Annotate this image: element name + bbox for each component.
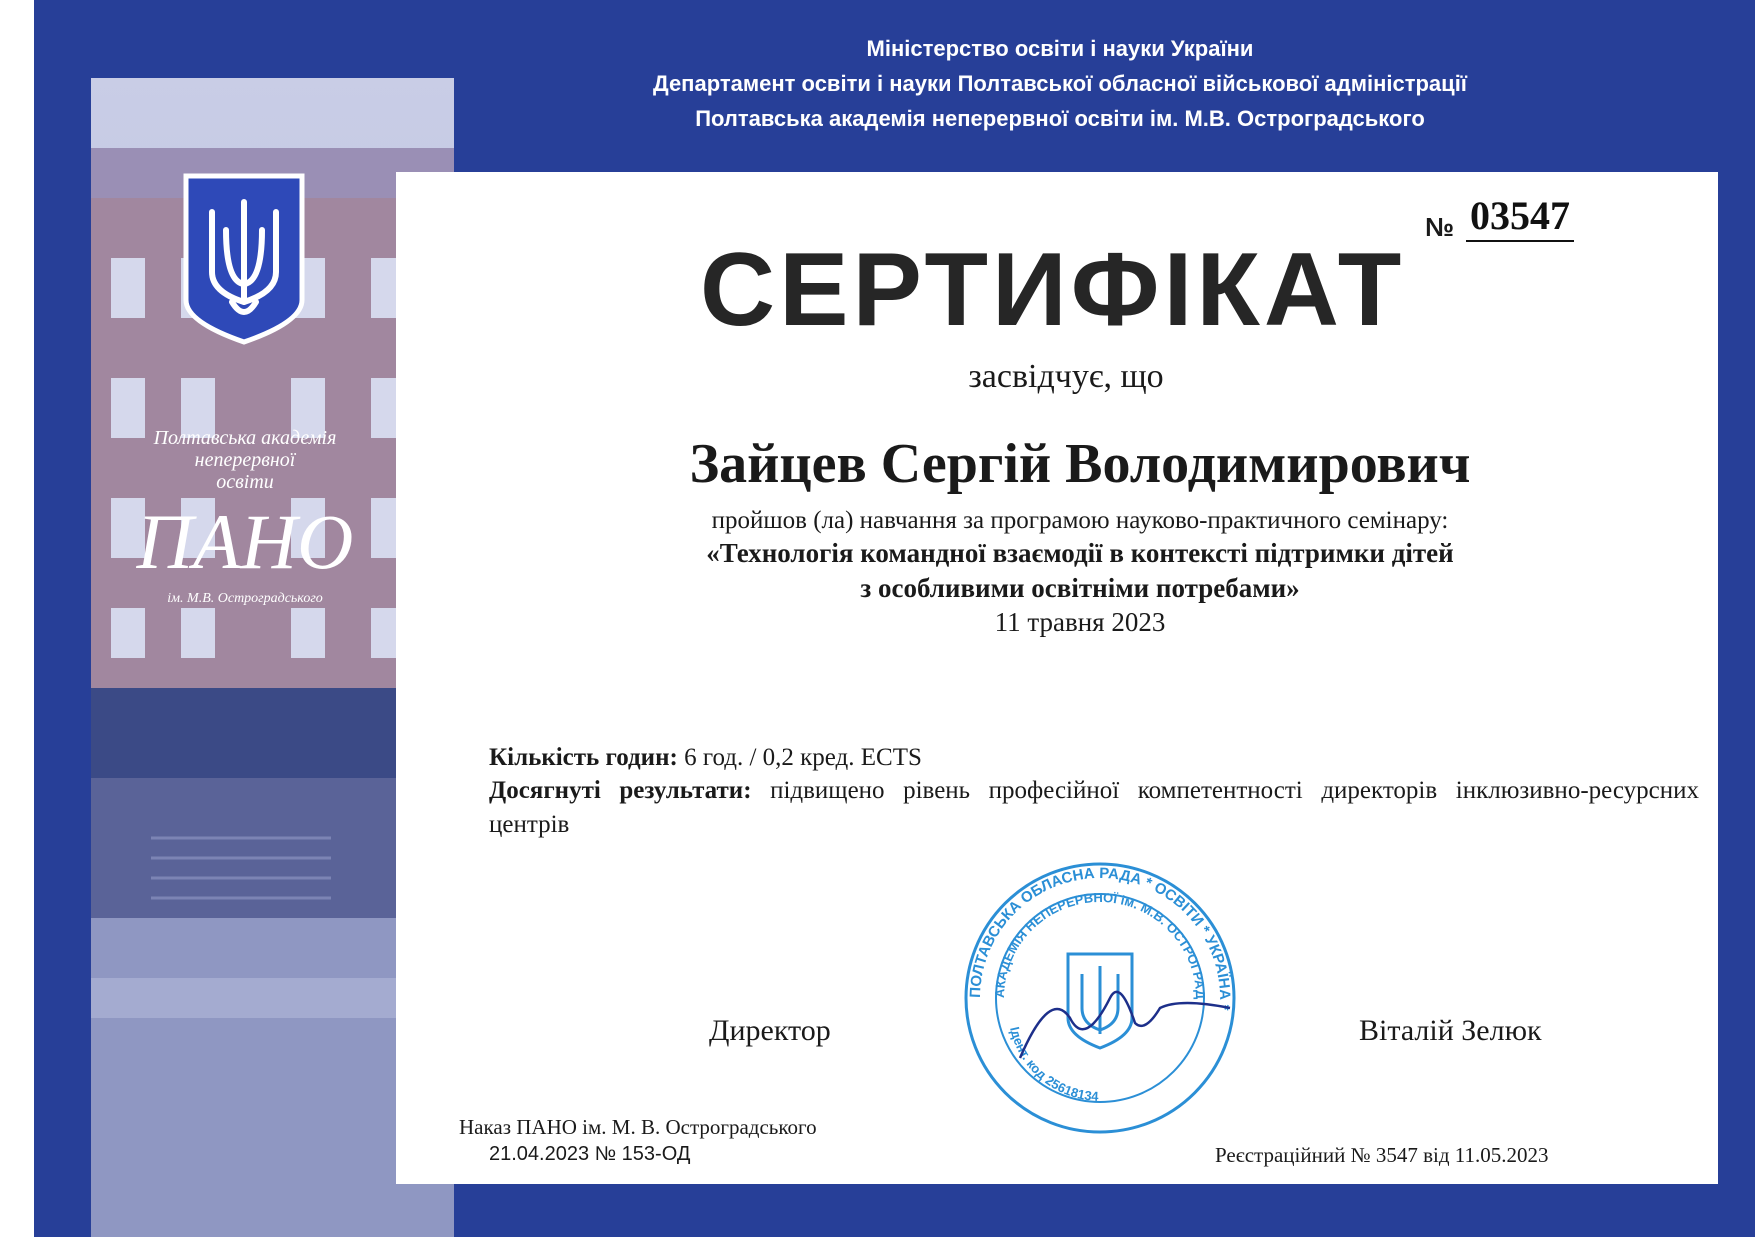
logo-line-2: неперервної (194, 449, 296, 471)
header-ministry: Міністерство освіти і науки України (866, 36, 1254, 61)
logo-line-3: освіти (216, 471, 274, 493)
program-date: 11 травня 2023 (994, 607, 1166, 637)
pano-logo (95, 420, 395, 620)
program-title-line-2: з особливими освітніми потребами» (860, 573, 1300, 603)
order-line-1: Наказ ПАНО ім. М. В. Остроградського (459, 1115, 817, 1139)
stamp-inner-text: АКАДЕМІЯ НЕПЕРЕРВНОЇ ім. М.В. ОСТРОГРАД (991, 889, 1209, 1000)
hours-value: 6 год. / 0,2 кред. ECTS (677, 744, 922, 771)
results-value: підвищено рівень професійної компетентності директорів інклюзивно-ресурсних центрів (489, 777, 1699, 838)
program-title-line-1: «Технологія командної взаємодії в контексті підтримки дітей (706, 538, 1454, 568)
director-title: Директор (709, 1014, 831, 1047)
hours-row (489, 741, 1699, 775)
certificate-number: 03547 (1466, 192, 1574, 242)
results-label: Досягнуті результати: (489, 777, 752, 804)
header-academy: Полтавська академія неперервної освіти ім. М.В. Остроградського (695, 106, 1425, 131)
stamp-outer-text: ПОЛТАВСЬКА ОБЛАСНА РАДА * ОСВІТИ * УКРАЇНА * (966, 864, 1234, 1011)
certificate-number-label: № (1425, 212, 1454, 242)
recipient-name: Зайцев Сергій Володимирович (689, 433, 1471, 495)
logo-line-1: Полтавська академія (153, 427, 337, 449)
logo-line-5: ім. М.В. Остроградського (167, 591, 323, 606)
header-department: Департамент освіти і науки Полтавської обласної військової адміністрації (653, 71, 1467, 96)
certifies-text: засвідчує, що (968, 358, 1164, 395)
signature-stroke (1020, 992, 1230, 1058)
program-intro: пройшов (ла) навчання за програмою науково-практичного семінару: (711, 507, 1449, 534)
certificate-title: СЕРТИФІКАТ (700, 232, 1406, 348)
registration-number: Реєстраційний № 3547 від 11.05.2023 (1215, 1143, 1549, 1167)
order-line-2: 21.04.2023 № 153-ОД (489, 1143, 691, 1165)
logo-abbrev: ПАНО (136, 498, 354, 585)
results-row (489, 774, 1699, 842)
hours-label: Кількість годин: (489, 744, 678, 771)
official-stamp (960, 858, 1240, 1138)
stamp-code-text: Ідент. код 25618134 (1007, 1025, 1099, 1104)
trident-icon (182, 172, 306, 346)
director-name: Віталій Зелюк (1359, 1014, 1542, 1047)
